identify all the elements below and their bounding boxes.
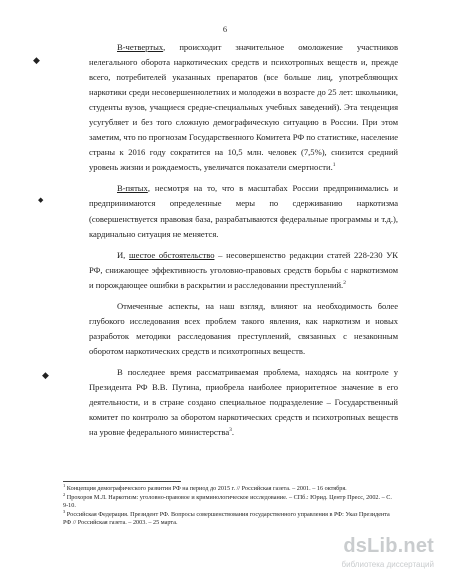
margin-mark-top: ◆ [33, 56, 40, 66]
paragraph-lead: В-пятых [117, 183, 148, 194]
footnote-text: Прохоров М.Л. Наркотизм: уголовно-правовое и криминологическое исследование. – СПб.: Юрид. Центр Пресс, 2002. – С. 9-10. [63, 493, 392, 510]
watermark-subtitle: библиотека диссертаций [341, 560, 434, 569]
footnote-ref: 1 [332, 162, 336, 169]
watermark [318, 535, 436, 573]
footnote-number: 1 [63, 482, 66, 488]
paragraph-text: – несовершенство редакции статей 228-230 УК РФ, снижающее эффективность уголовно-правовых средств борьбы с наркотизмом и порождающее ошибки в раскрытии и расследовании преступлений. [89, 249, 398, 290]
margin-mark-bottom: ◆ [42, 371, 49, 381]
page-number: 6 [222, 24, 228, 34]
margin-mark-middle: ◆ [38, 196, 44, 204]
footnote-ref: 3 [229, 427, 232, 434]
paragraph-4 [89, 299, 398, 359]
paragraph-prefix: И, [117, 249, 130, 260]
footnote-1 [63, 482, 398, 494]
paragraph-tail: . [231, 427, 234, 438]
paragraph-text: Отмеченные аспекты, на наш взгляд, влияют на необходимость более глубокого исследования всех проблем такого явления, как наркотизм и новых разработок методики расследования преступлений, связанных с незаконным оборотом наркотических средств и психотропных веществ. [89, 300, 398, 356]
footnote-2 [63, 491, 398, 511]
paragraph-1 [89, 40, 398, 175]
paragraph-lead: В-четвертых [117, 42, 164, 52]
paragraph-text: , несмотря на то, что в масштабах России предпринимались и предпринимаются определенные меры по сдерживанию наркотизма (совершенствуется правовая база, разрабатываются федеральные программы и т.д.), кардинально ситуация не меняется. [89, 183, 398, 239]
paragraph-3 [89, 248, 398, 293]
footnote-separator [63, 481, 181, 482]
footnotes [63, 482, 398, 528]
paragraph-2 [89, 181, 398, 241]
body-text [89, 40, 398, 440]
footnote-ref: 2 [343, 279, 346, 286]
footnote-text: Концепция демографического развития РФ на период до 2015 г. // Российская газета. – 2001. – 16 октября. [66, 485, 347, 492]
paragraph-5 [89, 365, 398, 440]
paragraph-text: В последнее время рассматриваемая проблема, находясь на контроле у Президента РФ В.В. Путина, приобрела наиболее приоритетное значение в его деятельности, и в стране создано специальное подразделение – Государственный комитет по контролю за оборотом наркотических средств и психотропных веществ на уровне федерального министерства [89, 366, 398, 438]
paragraph-text: , происходит значительное омоложение участников нелегального оборота наркотических средств и психотропных веществ и, прежде всего, потребителей указанных препаратов (все больше лиц, употребляющих наркотики среди несовершеннолетних и молодежи в возрасте до 25 лет: школьники, студенты вузов, учащиеся средне-специальных учебных заведений). Эта тенденция усугубляет и без того сложную демографическую ситуацию в России. При этом заметим, что по прогнозам Государственного Комитета РФ по статистике, население страны к 2016 году сократится на 10,5 млн. человек (7,5%), снизится средний уровень жизни и рождаемость, увеличатся показатели смертности. [89, 42, 398, 173]
watermark-logo: dsLib.net [343, 535, 434, 557]
footnote-text: Российская Федерация. Президент РФ. Вопросы совершенствования государственного управления в РФ: Указ Президента РФ // Российская газета. – 2003. – 25 марта. [63, 510, 390, 527]
footnote-number: 3 [63, 508, 66, 514]
footnote-3 [63, 508, 398, 528]
footnote-number: 2 [63, 491, 66, 497]
paragraph-lead: шестое обстоятельство [129, 249, 215, 260]
